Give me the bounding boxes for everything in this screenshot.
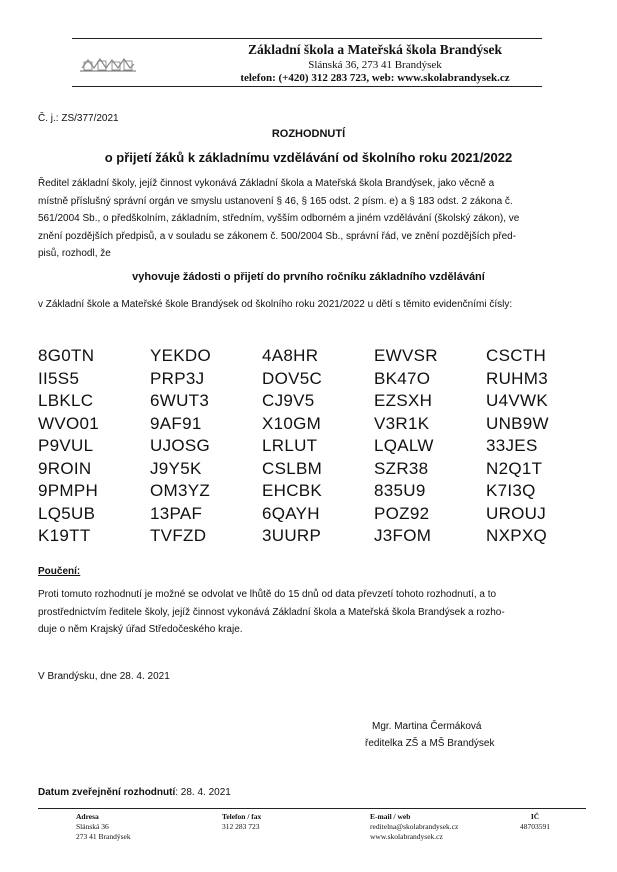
- document-subtitle: o přijetí žáků k základnímu vzdělávání od školního roku 2021/2022: [104, 150, 513, 165]
- signature-role: ředitelka ZŠ a MŠ Brandýsek: [365, 738, 495, 749]
- code-cell: EWVSR: [374, 346, 438, 365]
- code-cell: EZSXH: [374, 391, 433, 410]
- intro-line: místně příslušný správní orgán ve smyslu ustanovení § 46, § 165 odst. 2 písm. e) a § 183 odst. 2 zákona č.: [38, 195, 513, 207]
- code-cell: WVO01: [38, 413, 100, 433]
- code-cell: X10GM: [262, 413, 322, 433]
- school-contact: telefon: (+420) 312 283 723, web: www.skolabrandysek.cz: [240, 72, 510, 84]
- code-cell: LQ5UB: [38, 503, 96, 523]
- code-cell: 4A8HR: [262, 346, 319, 365]
- school-logo: [80, 50, 136, 74]
- code-cell: RUHM3: [486, 368, 548, 388]
- instruction-label: Poučení:: [38, 566, 81, 577]
- instruction-line: prostřednictvím ředitele školy, jejíž činnost vykonává Základní škola a Mateřská škola Brandýsek a rozho-: [38, 606, 505, 618]
- intro-line: znění pozdějších předpisů, a v souladu se zákonem č. 500/2004 Sb., správní řád, ve znění pozdějších před-: [38, 230, 517, 242]
- school-name: Základní škola a Mateřská škola Brandýsek: [248, 42, 502, 57]
- code-cell: V3R1K: [374, 413, 430, 433]
- code-cell: CSLBM: [262, 458, 323, 478]
- instruction-paragraph: [38, 586, 586, 639]
- code-cell: LRLUT: [262, 436, 318, 455]
- code-cell: 9AF91: [150, 413, 202, 433]
- code-cell: DOV5C: [262, 368, 323, 388]
- place-date: V Brandýsku, dne 28. 4. 2021: [38, 671, 170, 682]
- code-cell: 8G0TN: [38, 346, 95, 365]
- code-cell: 9ROIN: [38, 458, 92, 478]
- signature-name: Mgr. Martina Čermáková: [372, 721, 482, 732]
- header-top-rule: [72, 38, 542, 39]
- code-cell: II5S5: [38, 368, 80, 388]
- footer-address-line2: 273 41 Brandýsek: [76, 832, 131, 841]
- code-cell: P9VUL: [38, 436, 94, 455]
- footer-address: [76, 812, 131, 842]
- instruction-line: Proti tomuto rozhodnutí je možné se odvolat ve lhůtě do 15 dnů od data převzetí tohoto rozhodnutí, a to: [38, 589, 497, 600]
- code-cell: POZ92: [374, 503, 430, 523]
- code-cell: EHCBK: [262, 481, 323, 500]
- verdict-heading: vyhovuje žádosti o přijetí do prvního ročníku základního vzdělávání: [132, 271, 485, 283]
- code-cell: LQALW: [374, 436, 434, 455]
- footer-ic-label: IČ: [530, 812, 540, 821]
- header-bottom-rule: [72, 86, 542, 87]
- code-cell: N2Q1T: [486, 458, 543, 478]
- scope-text: v Základní škole a Mateřské škole Brandýsek od školního roku 2021/2022 u dětí s těmito evidenčními čísly:: [38, 299, 513, 310]
- code-cell: YEKDO: [150, 346, 212, 365]
- publication-label: Datum zveřejnění rozhodnutí: [38, 787, 176, 798]
- code-cell: UNB9W: [486, 413, 549, 433]
- footer-web-value[interactable]: www.skolabrandysek.cz: [370, 832, 443, 841]
- intro-paragraph: [38, 175, 586, 263]
- code-cell: J3FOM: [374, 526, 432, 545]
- code-cell: K19TT: [38, 526, 91, 545]
- code-cell: TVFZD: [150, 526, 207, 545]
- code-cell: CSCTH: [486, 346, 547, 365]
- intro-line: pisů, rozhodl, že: [38, 248, 111, 259]
- code-cell: 9PMPH: [38, 481, 99, 500]
- footer-phone-label: Telefon / fax: [222, 812, 262, 821]
- code-cell: UROUJ: [486, 503, 547, 523]
- code-cell: 3UURP: [262, 526, 322, 545]
- footer-phone: [222, 812, 261, 832]
- code-cell: CJ9V5: [262, 391, 315, 410]
- reference-number: Č. j.: ZS/377/2021: [38, 113, 119, 124]
- code-cell: K7I3Q: [486, 481, 536, 500]
- footer-ic: [520, 812, 550, 832]
- footer-ic-value: 48703591: [520, 822, 550, 831]
- code-cell: PRP3J: [150, 368, 205, 388]
- intro-line: 561/2004 Sb., o předškolním, základním, středním, vyšším odborném a jiném vzdělávání (školský zákon), ve: [38, 213, 520, 224]
- code-cell: NXPXQ: [486, 526, 548, 545]
- instruction-line: duje o něm Krajský úřad Středočeského kraje.: [38, 624, 243, 635]
- code-cell: SZR38: [374, 458, 429, 478]
- footer-email: [370, 812, 458, 842]
- code-cell: BK47O: [374, 368, 431, 388]
- code-cell: 835U9: [374, 481, 426, 500]
- code-cell: 6WUT3: [150, 391, 210, 410]
- code-cell: OM3YZ: [150, 481, 211, 500]
- intro-line: Ředitel základní školy, jejíž činnost vykonává Základní škola a Mateřská škola Brandýsek, jako věcně a: [38, 178, 495, 189]
- footer-phone-value: 312 283 723: [222, 822, 260, 831]
- footer-email-value[interactable]: reditelna@skolabrandysek.cz: [370, 822, 459, 831]
- publication-value: : 28. 4. 2021: [175, 787, 231, 798]
- code-cell: 6QAYH: [262, 503, 320, 523]
- code-cell: U4VWK: [486, 391, 548, 410]
- footer-email-label: E-mail / web: [370, 812, 411, 821]
- code-cell: 33JES: [486, 436, 538, 455]
- document-title: ROZHODNUTÍ: [271, 128, 346, 140]
- code-cell: 13PAF: [150, 503, 203, 523]
- codes-grid: [38, 345, 598, 548]
- code-cell: LBKLC: [38, 391, 94, 410]
- publication-date: [38, 787, 231, 798]
- footer-address-line1: Slánská 36: [76, 822, 109, 831]
- school-address: Slánská 36, 273 41 Brandýsek: [308, 59, 442, 71]
- code-cell: J9Y5K: [150, 458, 202, 478]
- code-cell: UJOSG: [150, 436, 211, 455]
- footer-rule: [38, 808, 586, 809]
- footer-address-label: Adresa: [76, 812, 99, 821]
